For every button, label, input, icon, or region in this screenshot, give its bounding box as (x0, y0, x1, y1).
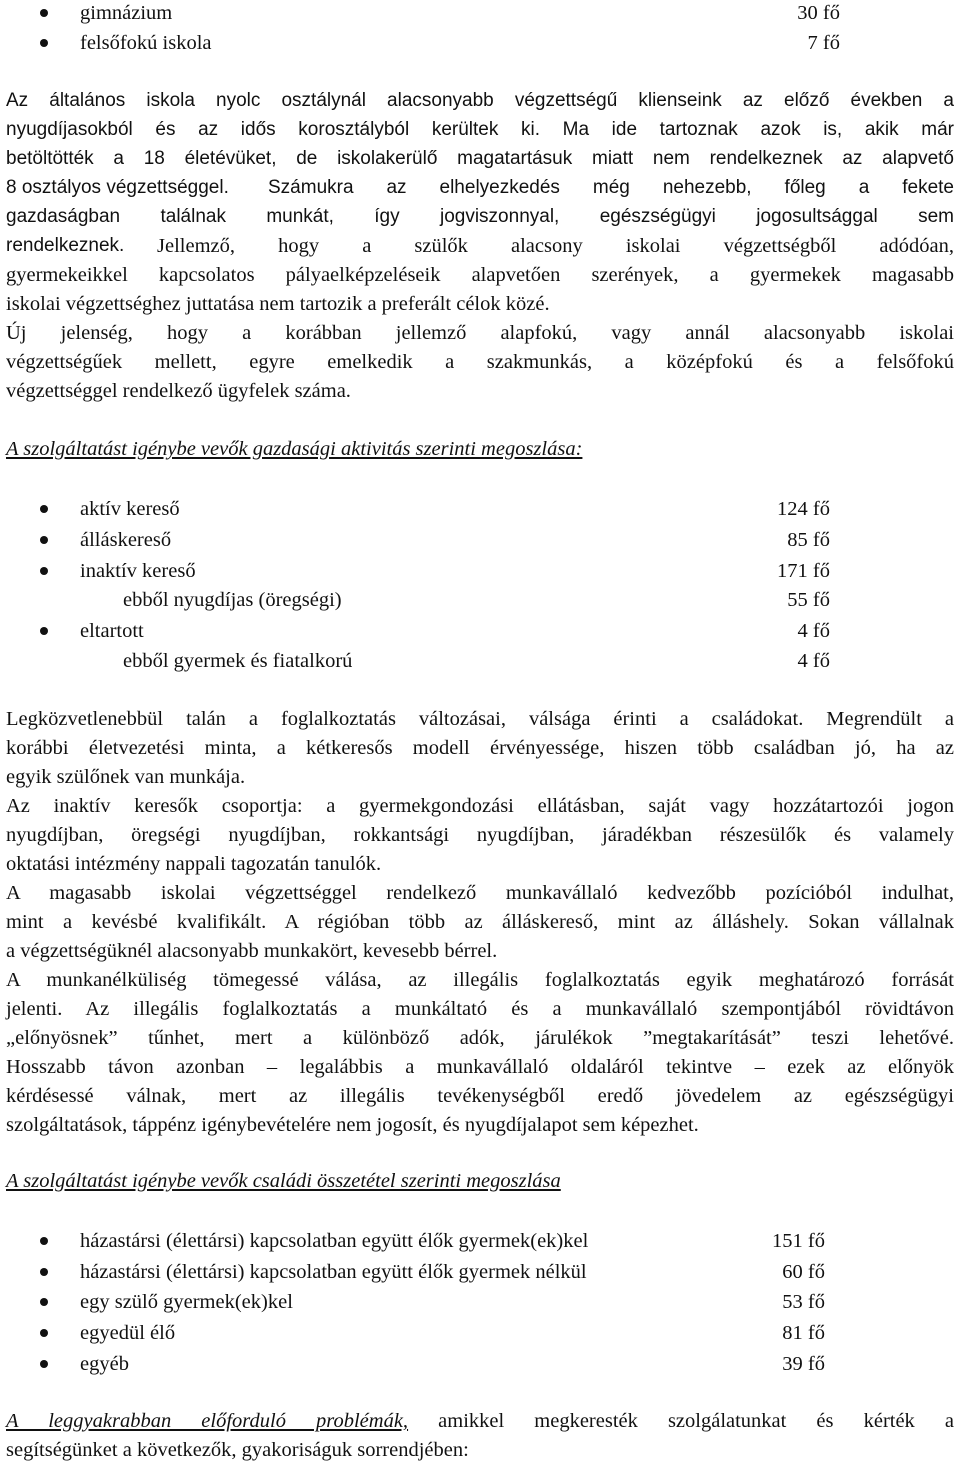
paragraph-line: rendelkeznek. (6, 235, 125, 256)
paragraph-line: Legközvetlenebbül talán a foglalkoztatás változásai, válsága érinti a családokat. Megrendült a (6, 708, 954, 730)
paragraph-line: mint a kevésbé kvalifikált. A régióban több az álláskereső, mint az álláshely. Sokan vállalnak (6, 911, 954, 933)
bullet-dot (40, 39, 48, 47)
section-heading: A szolgáltatást igénybe vevők gazdasági aktivitás szerinti megoszlása: (6, 438, 583, 460)
paragraph-line: A munkanélküliség tömegessé válása, az illegális foglalkoztatás egyik meghatározó forrását (6, 969, 954, 991)
list-item-value: 53 fő (782, 1291, 825, 1313)
list-item-label: ebből nyugdíjas (öregségi) (123, 589, 342, 611)
list-item-label: gimnázium (80, 2, 173, 24)
bullet-dot (40, 627, 48, 635)
list-item-label: egyedül élő (80, 1322, 176, 1344)
list-item-value: 85 fő (787, 529, 830, 551)
list-item-value: 4 fő (797, 650, 830, 672)
paragraph-line: oktatási intézmény nappali tagozatán tanulók. (6, 853, 382, 875)
list-item-label: egy szülő gyermek(ek)kel (80, 1291, 293, 1313)
list-item-label: ebből gyermek és fiatalkorú (123, 650, 353, 672)
list-item-value: 81 fő (782, 1322, 825, 1344)
paragraph-line: gazdaságban találnak munkát, így jogviszonnyal, egészségügyi jogosultsággal sem (6, 206, 954, 227)
bullet-dot (40, 536, 48, 544)
final-paragraph-line (6, 1408, 954, 1434)
paragraph-line: a végzettségüknél alacsonyabb munkakört, kevesebb bérrel. (6, 940, 498, 962)
list-item-label: egyéb (80, 1353, 129, 1375)
list-item-value: 30 fő (797, 2, 840, 24)
list-item-label: álláskereső (80, 529, 172, 551)
paragraph-line: végzettségűek mellett, egyre emelkedik a szakmunkás, a középfokú és a felsőfokú (6, 351, 954, 373)
list-item-value: 39 fő (782, 1353, 825, 1375)
final-italic-phrase: A leggyakrabban előforduló problémák, (6, 1410, 409, 1432)
paragraph-line: jelenti. Az illegális foglalkoztatás a munkáltató és a munkavállaló szempontjából rövidtávon (6, 998, 954, 1020)
section-heading: A szolgáltatást igénybe vevők családi összetétel szerinti megoszlása (6, 1170, 561, 1192)
paragraph-line: A magasabb iskolai végzettséggel rendelkező munkavállaló kedvezőbb pozícióból indulhat, (6, 882, 954, 904)
bullet-dot (40, 1237, 48, 1245)
paragraph-line: iskolai végzettséghez juttatása nem tartozik a preferált célok közé. (6, 293, 550, 315)
list-item-value: 4 fő (797, 620, 830, 642)
paragraph-line: Új jelenség, hogy a korábban jellemző alapfokú, vagy annál alacsonyabb iskolai (6, 322, 954, 344)
paragraph-line: Az általános iskola nyolc osztálynál alacsonyabb végzettségű klienseink az előző években a (6, 90, 954, 111)
paragraph-line: kérdésessé válnak, mert az illegális tevékenységből eredő jövedelem az egészségügyi (6, 1085, 954, 1107)
list-item-label: házastársi (élettársi) kapcsolatban együtt élők gyermek(ek)kel (80, 1230, 589, 1252)
bullet-dot (40, 505, 48, 513)
paragraph-line: végzettséggel rendelkező ügyfelek száma. (6, 380, 351, 402)
bullet-dot (40, 1268, 48, 1276)
list-item-label: eltartott (80, 620, 144, 642)
paragraph-line: korábbi életvezetési minta, a kétkeresős modell érvényessége, hiszen több családban jó, ha az (6, 737, 954, 759)
paragraph-line: nyugdíjban, öregségi nyugdíjban, rokkantsági nyugdíjban, járadékban részesülők és valamely (6, 824, 954, 846)
paragraph-line: 8 osztályos végzettséggel. (6, 177, 229, 198)
list-item-value: 55 fő (787, 589, 830, 611)
bullet-dot (40, 1298, 48, 1306)
paragraph-line: Számukra az elhelyezkedés még nehezebb, főleg a fekete (268, 177, 954, 198)
paragraph-line: nyugdíjasokból és az idős korosztályból kerültek ki. Ma ide tartoznak azok is, akik már (6, 119, 954, 140)
list-item-value: 171 fő (777, 560, 830, 582)
list-item-label: aktív kereső (80, 498, 180, 520)
paragraph-line: „előnyösnek” tűnhet, mert a különböző adók, járulékok ”megtakarítását” teszi lehetővé. (6, 1027, 954, 1049)
final-paragraph-text: amikkel megkeresték szolgálatunkat és kérték a (438, 1410, 954, 1432)
paragraph-line: egyik szülőnek van munkája. (6, 766, 246, 788)
paragraph-line: Hosszabb távon azonban – legalábbis a munkavállaló oldaláról tekintve – ezek az előnyök (6, 1056, 954, 1078)
paragraph-line: betöltötték a 18 életévüket, de iskolakerülő magatartásuk miatt nem rendelkeznek az alapvető (6, 148, 954, 169)
list-item-value: 7 fő (807, 32, 840, 54)
list-item-label: inaktív kereső (80, 560, 196, 582)
bullet-dot (40, 9, 48, 17)
bullet-dot (40, 567, 48, 575)
final-paragraph-line: segítségünket a következők, gyakoriságuk sorrendjében: (6, 1439, 469, 1461)
list-item-value: 60 fő (782, 1261, 825, 1283)
list-item-label: felsőfokú iskola (80, 32, 212, 54)
bullet-dot (40, 1329, 48, 1337)
paragraph-line: szolgáltatások, táppénz igénybevételére nem jogosít, és nyugdíjalapot sem képezhet. (6, 1114, 699, 1136)
paragraph-line: gyermekeikkel kapcsolatos pályaelképzeléseik alapvetően szerények, a gyermekek magasabb (6, 264, 954, 286)
list-item-value: 151 fő (772, 1230, 825, 1252)
paragraph-line: Az inaktív keresők csoportja: a gyermekgondozási ellátásban, saját vagy hozzátartozói jogon (6, 795, 954, 817)
paragraph-line: Jellemző, hogy a szülők alacsony iskolai végzettségből adódóan, (157, 235, 954, 257)
list-item-value: 124 fő (777, 498, 830, 520)
bullet-dot (40, 1360, 48, 1368)
list-item-label: házastársi (élettársi) kapcsolatban együtt élők gyermek nélkül (80, 1261, 587, 1283)
